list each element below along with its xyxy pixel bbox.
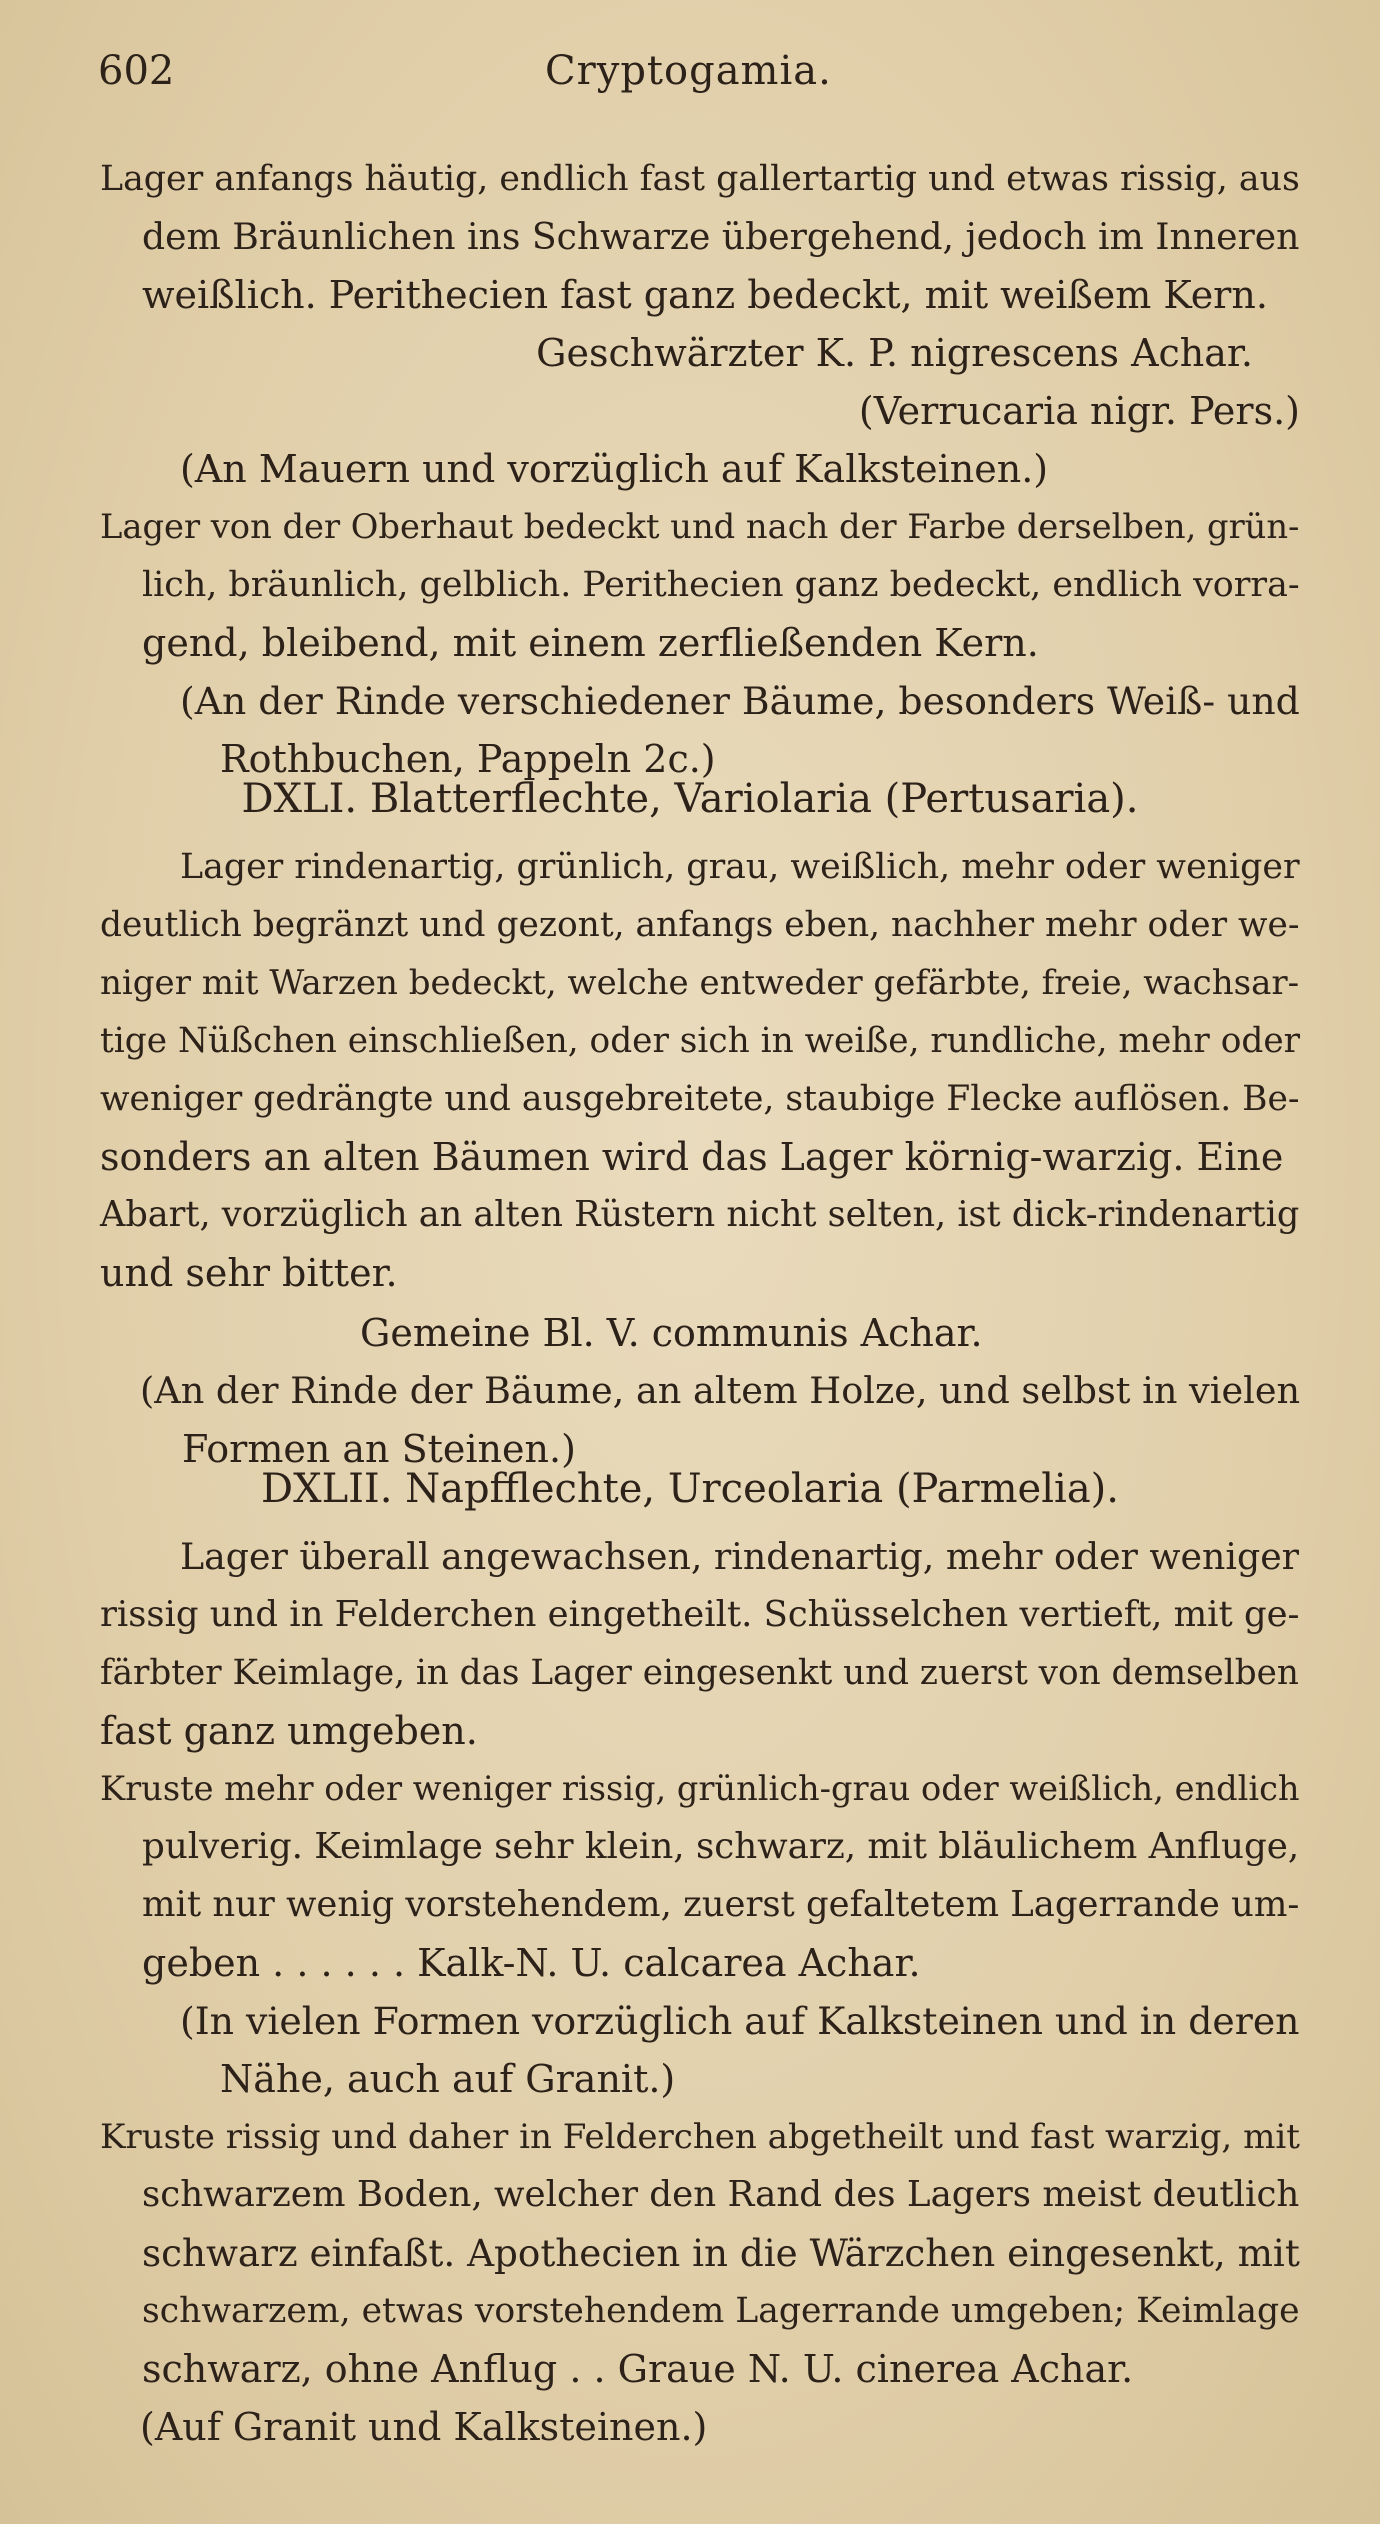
text-line: schwarz, ohne Anflug . . Graue N. U. cinerea Achar. <box>142 2347 1134 2391</box>
text-line: niger mit Warzen bedeckt, welche entweder gefärbte, freie, wachsar- <box>100 963 1300 1003</box>
text-line: (An der Rinde der Bäume, an altem Holze, und selbst in vielen <box>140 1369 1301 1412</box>
text-line: (In vielen Formen vorzüglich auf Kalksteinen und in deren <box>180 1999 1300 2043</box>
genus-heading: DXLII. Napfflechte, Urceolaria (Parmelia). <box>261 1466 1119 1512</box>
text-line: Formen an Steinen.) <box>182 1427 576 1471</box>
species-synonym: (Verrucaria nigr. Pers.) <box>858 389 1300 433</box>
text-line: tige Nüßchen einschließen, oder sich in weiße, rundliche, mehr oder <box>100 1021 1301 1061</box>
text-line: Nähe, auch auf Granit.) <box>220 2057 676 2101</box>
genus-heading: DXLI. Blatterflechte, Variolaria (Pertusaria). <box>241 776 1139 822</box>
species-entry <box>100 2108 1300 2398</box>
text-line: weißlich. Perithecien fast ganz bedeckt, mit weißem Kern. <box>142 273 1268 317</box>
text-line: mit nur wenig vorstehendem, zuerst gefaltetem Lagerrande um- <box>142 1884 1300 1925</box>
text-line: dem Bräunlichen ins Schwarze übergehend, jedoch im Inneren <box>142 215 1300 258</box>
text-line: weniger gedrängte und ausgebreitete, staubige Flecke auflösen. Be- <box>100 1079 1300 1119</box>
text-line: Lager rindenartig, grünlich, grau, weißlich, mehr oder weniger <box>180 847 1300 887</box>
text-line: Kruste mehr oder weniger rissig, grünlich-grau oder weißlich, endlich <box>100 1769 1300 1808</box>
text-line: (An der Rinde verschiedener Bäume, besonders Weiß- und <box>180 679 1300 723</box>
species-name: Geschwärzter K. P. nigrescens Achar. <box>536 331 1253 375</box>
text-line: schwarz einfaßt. Apothecien in die Wärzchen eingesenkt, mit <box>142 2231 1300 2275</box>
habitat <box>180 1992 1300 2108</box>
text-line: und sehr bitter. <box>100 1251 398 1295</box>
entry-description <box>100 150 1300 324</box>
text-line: färbter Keimlage, in das Lager eingesenkt und zuerst von demselben <box>100 1653 1299 1693</box>
text-line: geben . . . . . . Kalk-N. U. calcarea Achar. <box>142 1941 921 1985</box>
text-line: gend, bleibend, mit einem zerfließenden Kern. <box>142 621 1039 665</box>
habitat: (An Mauern und vorzüglich auf Kalksteinen.) <box>180 447 1049 491</box>
genus-description <box>100 1528 1300 1760</box>
text-line: schwarzem Boden, welcher den Rand des Lagers meist deutlich <box>142 2174 1300 2215</box>
text-line: Lager anfangs häutig, endlich fast gallertartig und etwas rissig, aus <box>100 159 1300 199</box>
text-line: Abart, vorzüglich an alten Rüstern nicht selten, ist dick-rindenartig <box>100 1194 1300 1235</box>
text-line: schwarzem, etwas vorstehendem Lagerrande umgeben; Keimlage <box>142 2291 1300 2331</box>
species-entry <box>100 1760 1300 1992</box>
text-line: Lager überall angewachsen, rindenartig, mehr oder weniger <box>180 1535 1300 1578</box>
species-name: Gemeine Bl. V. communis Achar. <box>360 1311 983 1355</box>
entry-description <box>100 498 1300 672</box>
text-line: lich, bräunlich, gelblich. Perithecien ganz bedeckt, endlich vorra- <box>142 565 1300 605</box>
page-number: 602 <box>98 48 175 94</box>
genus-description <box>100 838 1300 1302</box>
text-line: pulverig. Keimlage sehr klein, schwarz, mit bläulichem Anfluge, <box>142 1826 1300 1867</box>
habitat: (Auf Granit und Kalksteinen.) <box>140 2405 708 2449</box>
text-line: Kruste rissig und daher in Felderchen abgetheilt und fast warzig, mit <box>100 2117 1300 2157</box>
text-line: deutlich begränzt und gezont, anfangs eben, nachher mehr oder we- <box>100 905 1300 945</box>
text-line: Lager von der Oberhaut bedeckt und nach der Farbe derselben, grün- <box>100 507 1300 546</box>
text-line: sonders an alten Bäumen wird das Lager körnig-warzig. Eine <box>100 1135 1284 1179</box>
text-line: rissig und in Felderchen eingetheilt. Schüsselchen vertieft, mit ge- <box>100 1594 1300 1635</box>
text-line: fast ganz umgeben. <box>100 1709 478 1753</box>
text-line: Rothbuchen, Pappeln 2c.) <box>220 737 716 781</box>
running-title: Cryptogamia. <box>545 48 832 94</box>
